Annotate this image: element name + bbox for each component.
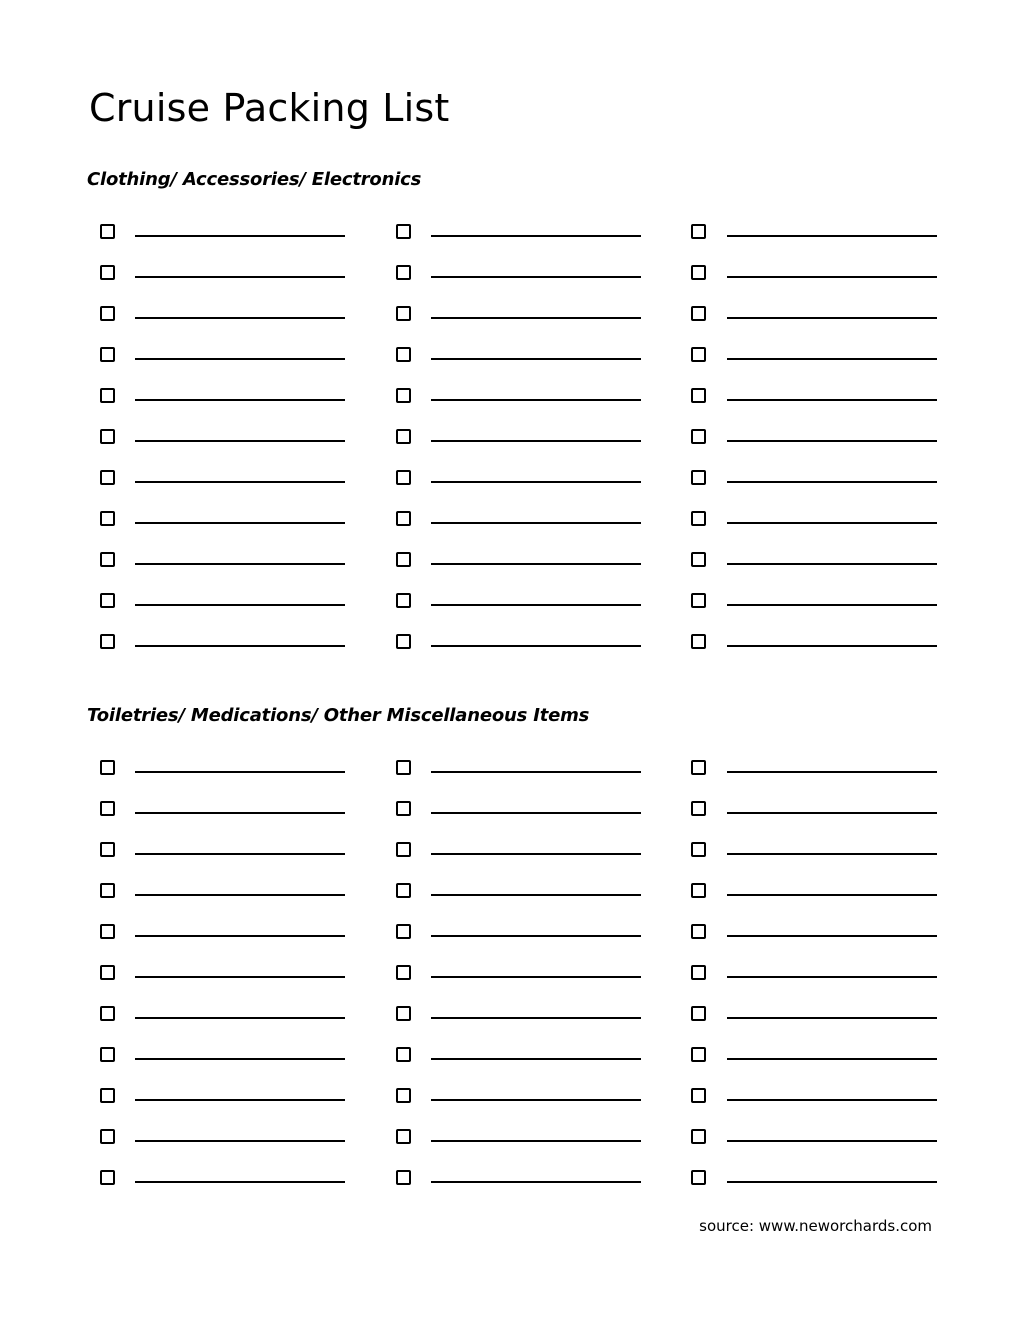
item-checkbox[interactable] <box>691 1006 706 1021</box>
item-checkbox[interactable] <box>396 634 411 649</box>
item-checkbox[interactable] <box>100 347 115 362</box>
checklist-row <box>0 429 1020 470</box>
item-write-line[interactable] <box>135 563 345 565</box>
item-checkbox[interactable] <box>396 552 411 567</box>
item-write-line[interactable] <box>135 522 345 524</box>
item-checkbox[interactable] <box>396 801 411 816</box>
item-write-line[interactable] <box>727 812 937 814</box>
item-write-line[interactable] <box>135 935 345 937</box>
item-write-line[interactable] <box>727 563 937 565</box>
item-checkbox[interactable] <box>396 842 411 857</box>
item-checkbox[interactable] <box>100 924 115 939</box>
item-write-line[interactable] <box>431 235 641 237</box>
item-write-line[interactable] <box>727 1181 937 1183</box>
item-write-line[interactable] <box>135 399 345 401</box>
checklist-row <box>0 883 1020 924</box>
page-title: Cruise Packing List <box>89 86 450 130</box>
checklist-row <box>0 265 1020 306</box>
section-heading-toiletries: Toiletries/ Medications/ Other Miscellaneous Items <box>87 705 590 726</box>
item-write-line[interactable] <box>727 399 937 401</box>
item-checkbox[interactable] <box>691 388 706 403</box>
item-write-line[interactable] <box>135 1140 345 1142</box>
item-write-line[interactable] <box>135 812 345 814</box>
checklist-row <box>0 965 1020 1006</box>
item-checkbox[interactable] <box>100 883 115 898</box>
item-write-line[interactable] <box>431 1099 641 1101</box>
item-checkbox[interactable] <box>691 429 706 444</box>
checklist-row <box>0 924 1020 965</box>
item-checkbox[interactable] <box>396 511 411 526</box>
item-checkbox[interactable] <box>691 965 706 980</box>
item-checkbox[interactable] <box>100 842 115 857</box>
item-write-line[interactable] <box>431 276 641 278</box>
item-write-line[interactable] <box>727 1017 937 1019</box>
item-write-line[interactable] <box>431 894 641 896</box>
item-checkbox[interactable] <box>396 1129 411 1144</box>
item-write-line[interactable] <box>727 1058 937 1060</box>
item-checkbox[interactable] <box>691 224 706 239</box>
item-write-line[interactable] <box>727 771 937 773</box>
checklist-row <box>0 470 1020 511</box>
item-checkbox[interactable] <box>100 265 115 280</box>
item-write-line[interactable] <box>431 563 641 565</box>
item-checkbox[interactable] <box>396 470 411 485</box>
item-checkbox[interactable] <box>100 429 115 444</box>
item-checkbox[interactable] <box>396 965 411 980</box>
item-write-line[interactable] <box>727 645 937 647</box>
item-write-line[interactable] <box>135 1181 345 1183</box>
item-checkbox[interactable] <box>100 470 115 485</box>
checklist-row <box>0 1088 1020 1129</box>
item-write-line[interactable] <box>431 1017 641 1019</box>
item-write-line[interactable] <box>135 440 345 442</box>
item-checkbox[interactable] <box>100 634 115 649</box>
checklist-row <box>0 511 1020 552</box>
item-checkbox[interactable] <box>100 1006 115 1021</box>
item-checkbox[interactable] <box>691 306 706 321</box>
item-checkbox[interactable] <box>691 552 706 567</box>
item-checkbox[interactable] <box>691 760 706 775</box>
item-checkbox[interactable] <box>691 593 706 608</box>
item-write-line[interactable] <box>727 276 937 278</box>
item-write-line[interactable] <box>431 1140 641 1142</box>
checklist-row <box>0 347 1020 388</box>
item-write-line[interactable] <box>135 976 345 978</box>
item-checkbox[interactable] <box>100 1129 115 1144</box>
item-write-line[interactable] <box>135 771 345 773</box>
item-checkbox[interactable] <box>396 1170 411 1185</box>
item-write-line[interactable] <box>135 1058 345 1060</box>
item-checkbox[interactable] <box>691 1047 706 1062</box>
item-checkbox[interactable] <box>100 593 115 608</box>
item-checkbox[interactable] <box>396 760 411 775</box>
item-checkbox[interactable] <box>396 593 411 608</box>
checklist-row <box>0 801 1020 842</box>
item-write-line[interactable] <box>727 317 937 319</box>
item-checkbox[interactable] <box>396 224 411 239</box>
checklist-row <box>0 388 1020 429</box>
item-write-line[interactable] <box>135 317 345 319</box>
item-checkbox[interactable] <box>396 1088 411 1103</box>
item-checkbox[interactable] <box>691 470 706 485</box>
item-checkbox[interactable] <box>396 883 411 898</box>
item-checkbox[interactable] <box>100 1170 115 1185</box>
item-write-line[interactable] <box>431 1181 641 1183</box>
item-write-line[interactable] <box>135 358 345 360</box>
item-write-line[interactable] <box>727 853 937 855</box>
item-write-line[interactable] <box>727 976 937 978</box>
item-write-line[interactable] <box>431 358 641 360</box>
item-checkbox[interactable] <box>396 429 411 444</box>
item-checkbox[interactable] <box>691 842 706 857</box>
item-write-line[interactable] <box>431 1058 641 1060</box>
item-checkbox[interactable] <box>396 388 411 403</box>
item-checkbox[interactable] <box>691 801 706 816</box>
item-write-line[interactable] <box>431 481 641 483</box>
item-write-line[interactable] <box>431 976 641 978</box>
checklist-row <box>0 760 1020 801</box>
item-checkbox[interactable] <box>100 1088 115 1103</box>
item-write-line[interactable] <box>727 604 937 606</box>
item-checkbox[interactable] <box>691 1088 706 1103</box>
item-write-line[interactable] <box>431 645 641 647</box>
item-checkbox[interactable] <box>100 801 115 816</box>
item-checkbox[interactable] <box>396 1006 411 1021</box>
item-write-line[interactable] <box>431 935 641 937</box>
item-checkbox[interactable] <box>100 965 115 980</box>
item-checkbox[interactable] <box>396 1047 411 1062</box>
item-write-line[interactable] <box>135 481 345 483</box>
item-write-line[interactable] <box>431 604 641 606</box>
item-checkbox[interactable] <box>691 634 706 649</box>
item-write-line[interactable] <box>727 358 937 360</box>
item-checkbox[interactable] <box>100 224 115 239</box>
item-checkbox[interactable] <box>100 760 115 775</box>
item-write-line[interactable] <box>431 440 641 442</box>
section-heading-clothing: Clothing/ Accessories/ Electronics <box>87 169 422 190</box>
item-write-line[interactable] <box>135 1017 345 1019</box>
item-write-line[interactable] <box>135 604 345 606</box>
item-checkbox[interactable] <box>691 1129 706 1144</box>
source-footer: source: www.neworchards.com <box>699 1217 932 1235</box>
item-write-line[interactable] <box>431 522 641 524</box>
item-write-line[interactable] <box>135 894 345 896</box>
item-checkbox[interactable] <box>691 1170 706 1185</box>
item-write-line[interactable] <box>135 1099 345 1101</box>
checklist-row <box>0 634 1020 675</box>
item-write-line[interactable] <box>431 317 641 319</box>
item-write-line[interactable] <box>431 399 641 401</box>
checklist-row <box>0 1006 1020 1047</box>
item-write-line[interactable] <box>135 276 345 278</box>
item-checkbox[interactable] <box>691 347 706 362</box>
checklist-row <box>0 1047 1020 1088</box>
item-write-line[interactable] <box>727 235 937 237</box>
checklist-row <box>0 1170 1020 1211</box>
item-write-line[interactable] <box>431 853 641 855</box>
checklist-row <box>0 306 1020 347</box>
checklist-row <box>0 842 1020 883</box>
item-checkbox[interactable] <box>691 265 706 280</box>
item-write-line[interactable] <box>135 853 345 855</box>
item-checkbox[interactable] <box>100 306 115 321</box>
item-write-line[interactable] <box>431 812 641 814</box>
item-checkbox[interactable] <box>396 306 411 321</box>
item-checkbox[interactable] <box>396 347 411 362</box>
item-write-line[interactable] <box>431 771 641 773</box>
item-checkbox[interactable] <box>100 1047 115 1062</box>
item-checkbox[interactable] <box>100 511 115 526</box>
checklist-row <box>0 552 1020 593</box>
checklist-row <box>0 593 1020 634</box>
item-checkbox[interactable] <box>691 883 706 898</box>
item-write-line[interactable] <box>727 1099 937 1101</box>
checklist-row <box>0 224 1020 265</box>
item-write-line[interactable] <box>135 235 345 237</box>
item-write-line[interactable] <box>727 481 937 483</box>
item-checkbox[interactable] <box>100 552 115 567</box>
item-checkbox[interactable] <box>691 924 706 939</box>
item-checkbox[interactable] <box>100 388 115 403</box>
item-write-line[interactable] <box>135 645 345 647</box>
item-write-line[interactable] <box>727 935 937 937</box>
item-checkbox[interactable] <box>691 511 706 526</box>
item-checkbox[interactable] <box>396 265 411 280</box>
item-checkbox[interactable] <box>396 924 411 939</box>
item-write-line[interactable] <box>727 522 937 524</box>
item-write-line[interactable] <box>727 440 937 442</box>
item-write-line[interactable] <box>727 894 937 896</box>
item-write-line[interactable] <box>727 1140 937 1142</box>
checklist-row <box>0 1129 1020 1170</box>
